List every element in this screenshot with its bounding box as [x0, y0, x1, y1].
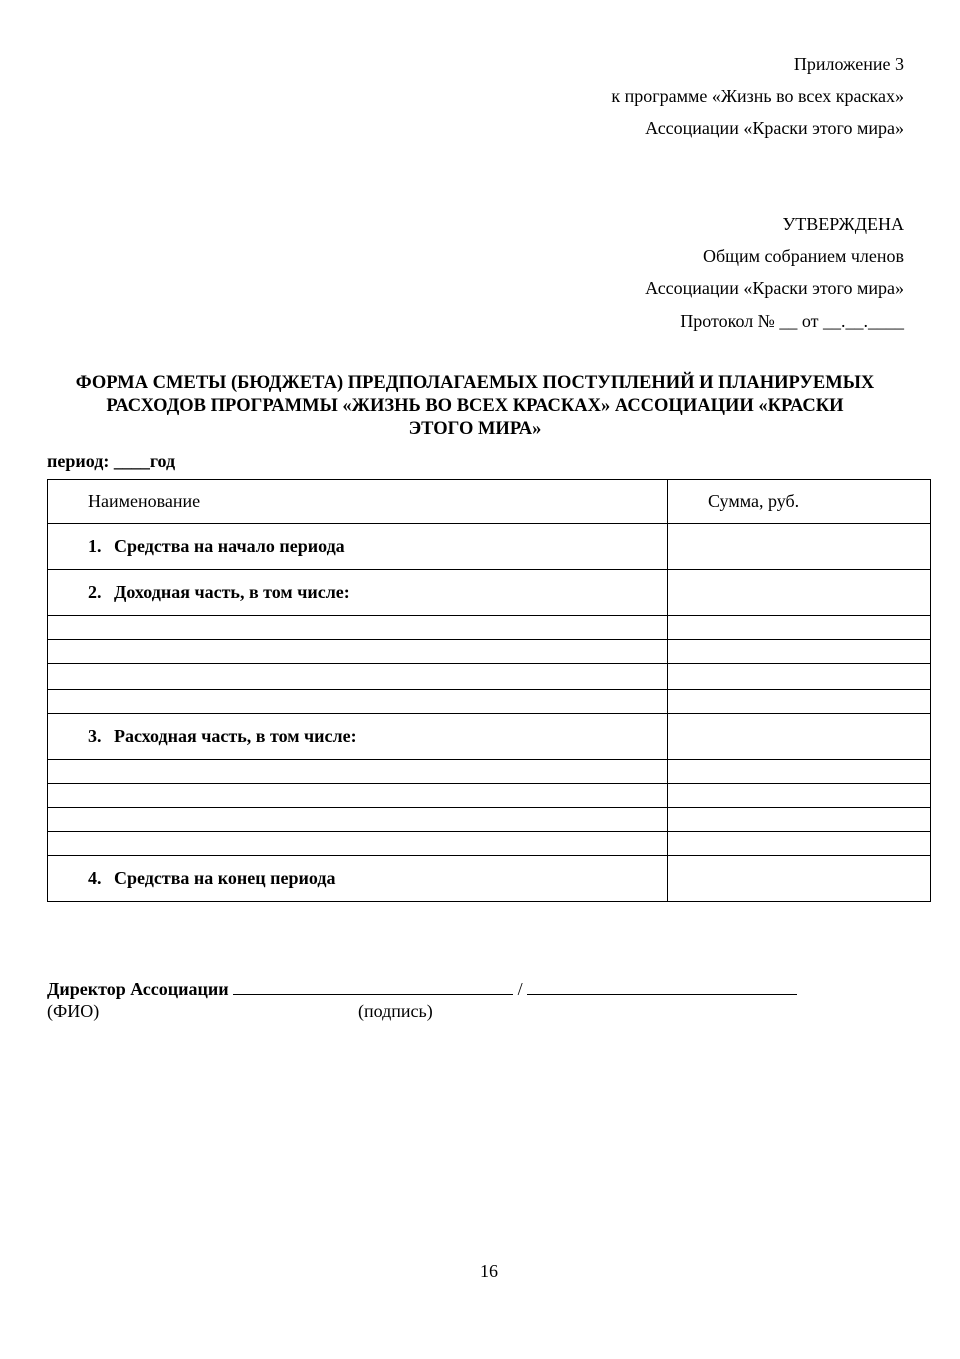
signature-blank[interactable] [527, 978, 797, 995]
header-sum-cell: Сумма, руб. [668, 480, 931, 524]
table-row-blank [48, 690, 931, 714]
title-line-2: РАСХОДОВ ПРОГРАММЫ «ЖИЗНЬ ВО ВСЕХ КРАСКАХ» АССОЦИАЦИИ «КРАСКИ [106, 396, 844, 416]
table-row [48, 714, 931, 760]
document-title [40, 372, 910, 441]
row-label: Средства на конец периода [114, 868, 336, 888]
blank-name-cell[interactable] [48, 784, 668, 808]
blank-sum-cell[interactable] [668, 760, 931, 784]
row-label-cell [48, 856, 668, 902]
table-row [48, 524, 931, 570]
protocol-line: Протокол № __ от __.__.____ [680, 311, 904, 331]
table-row-blank [48, 640, 931, 664]
blank-sum-cell[interactable] [668, 664, 931, 690]
row-label-cell [48, 524, 668, 570]
row-sum-cell[interactable] [668, 524, 931, 570]
table-header-row [48, 480, 931, 524]
title-line-1: ФОРМА СМЕТЫ (БЮДЖЕТА) ПРЕДПОЛАГАЕМЫХ ПОСТУПЛЕНИЙ И ПЛАНИРУЕМЫХ [75, 373, 875, 393]
row-number: 1. [88, 536, 102, 556]
appendix-line-1: Приложение 3 [793, 54, 904, 74]
approval-line-1: УТВЕРЖДЕНА [782, 214, 904, 234]
budget-table [47, 479, 931, 902]
period-label: период: ____год [47, 451, 176, 471]
row-sum-cell[interactable] [668, 570, 931, 616]
blank-sum-cell[interactable] [668, 832, 931, 856]
blank-sum-cell[interactable] [668, 616, 931, 640]
appendix-line-2: к программе «Жизнь во всех красках» [611, 86, 904, 106]
blank-name-cell[interactable] [48, 616, 668, 640]
table-row-blank [48, 664, 931, 690]
table-row-blank [48, 616, 931, 640]
row-label: Расходная часть, в том числе: [114, 726, 357, 746]
signature-caption: (подпись) [358, 1001, 433, 1021]
table-row-blank [48, 784, 931, 808]
blank-name-cell[interactable] [48, 760, 668, 784]
signature-line [47, 978, 797, 1000]
row-label: Средства на начало периода [114, 536, 345, 556]
blank-name-cell[interactable] [48, 832, 668, 856]
blank-sum-cell[interactable] [668, 808, 931, 832]
fio-caption: (ФИО) [47, 1001, 100, 1021]
row-label-cell [48, 570, 668, 616]
page-number: 16 [480, 1261, 498, 1281]
row-sum-cell[interactable] [668, 856, 931, 902]
table-row [48, 570, 931, 616]
table-row-blank [48, 808, 931, 832]
row-number: 2. [88, 582, 102, 602]
table-row-blank [48, 832, 931, 856]
appendix-line-3: Ассоциации «Краски этого мира» [645, 118, 904, 138]
row-sum-cell[interactable] [668, 714, 931, 760]
fio-blank[interactable] [233, 978, 513, 995]
blank-sum-cell[interactable] [668, 690, 931, 714]
director-label: Директор Ассоциации [47, 979, 229, 999]
header-name-cell: Наименование [48, 480, 668, 524]
table-row-blank [48, 760, 931, 784]
row-label-cell [48, 714, 668, 760]
blank-name-cell[interactable] [48, 664, 668, 690]
approval-line-3: Ассоциации «Краски этого мира» [645, 278, 904, 298]
blank-sum-cell[interactable] [668, 640, 931, 664]
row-number: 4. [88, 868, 102, 888]
blank-name-cell[interactable] [48, 690, 668, 714]
approval-line-2: Общим собранием членов [703, 246, 904, 266]
row-number: 3. [88, 726, 102, 746]
title-line-3: ЭТОГО МИРА» [408, 419, 542, 439]
table-row [48, 856, 931, 902]
blank-name-cell[interactable] [48, 640, 668, 664]
blank-name-cell[interactable] [48, 808, 668, 832]
blank-sum-cell[interactable] [668, 784, 931, 808]
row-label: Доходная часть, в том числе: [114, 582, 350, 602]
signature-separator: / [517, 979, 523, 999]
